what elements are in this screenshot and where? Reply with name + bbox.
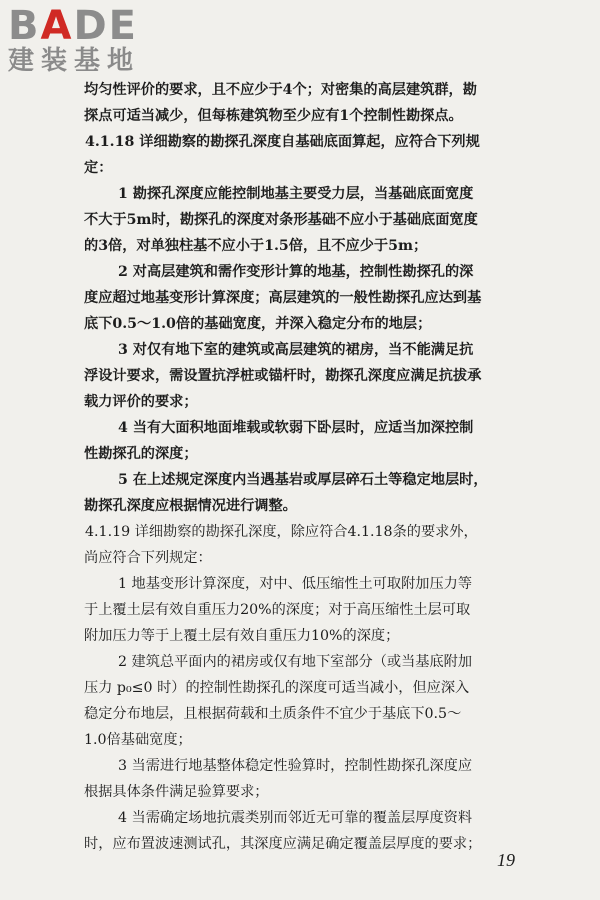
item-line: 4 当需确定场地抗震类别而邻近无可靠的覆盖层厚度资料 [118, 810, 473, 826]
page-number: 19 [497, 850, 515, 870]
text-line: 勘探孔深度应根据情况进行调整。 [84, 498, 297, 514]
text-line: 于上覆土层有效自重压力20%的深度；对于高压缩性土层可取 [84, 602, 471, 618]
text-line: 1.0倍基础宽度； [84, 732, 192, 748]
text-line: 载力评价的要求； [84, 394, 198, 410]
item-line: 4 当有大面积地面堆载或软弱下卧层时，应适当加深控制 [118, 420, 474, 436]
logo-letter: B [8, 3, 41, 49]
clause-heading: 4.1.19 详细勘察的勘探孔深度，除应符合4.1.18条的要求外， [85, 524, 478, 540]
text-line: 不大于5m时，勘探孔的深度对条形基础不应小于基础底面宽度 [84, 212, 478, 228]
item-line: 1 地基变形计算深度，对中、低压缩性土可取附加压力等 [118, 576, 473, 592]
text-line: 压力 p₀≤0 时）的控制性勘探孔的深度可适当减小，但应深入 [84, 680, 470, 696]
logo-wordmark [8, 4, 140, 48]
logo-chinese: 建装基地 [8, 46, 141, 76]
item-line: 5 在上述规定深度内当遇基岩或厚层碎石土等稳定地层时， [118, 472, 488, 488]
text-line: 尚应符合下列规定： [84, 550, 212, 566]
text-line: 定： [84, 160, 113, 176]
logo-accent-letter: A [40, 3, 74, 49]
text-line: 均匀性评价的要求，且不应少于4个；对密集的高层建筑群，勘 [84, 82, 477, 98]
clause-heading: 4.1.18 详细勘察的勘探孔深度自基础底面算起，应符合下列规 [85, 134, 480, 150]
text-line: 探点可适当减少，但每栋建筑物至少应有1个控制性勘探点。 [84, 108, 463, 124]
text-line: 性勘探孔的深度； [84, 446, 198, 462]
text-line: 浮设计要求，需设置抗浮桩或锚杆时，勘探孔深度应满足抗拔承 [84, 368, 482, 384]
text-line: 度应超过地基变形计算深度；高层建筑的一般性勘探孔应达到基 [84, 290, 482, 306]
bade-logo [8, 4, 140, 76]
text-line: 时，应布置波速测试孔，其深度应满足确定覆盖层厚度的要求； [84, 836, 482, 852]
logo-letters: DE [73, 3, 138, 49]
item-line: 1 勘探孔深度应能控制地基主要受力层，当基础底面宽度 [118, 186, 474, 202]
item-line: 3 对仅有地下室的建筑或高层建筑的裙房，当不能满足抗 [118, 342, 474, 358]
text-line: 附加压力等于上覆土层有效自重压力10%的深度； [84, 628, 400, 644]
item-line: 3 当需进行地基整体稳定性验算时，控制性勘探孔深度应 [118, 758, 473, 774]
item-line: 2 对高层建筑和需作变形计算的地基，控制性勘探孔的深 [118, 264, 474, 280]
text-line: 根据具体条件满足验算要求； [84, 784, 269, 800]
text-line: 稳定分布地层，且根据荷载和土质条件不宜少于基底下0.5～ [84, 706, 462, 722]
text-line: 底下0.5～1.0倍的基础宽度，并深入稳定分布的地层； [84, 316, 432, 332]
item-line: 2 建筑总平面内的裙房或仅有地下室部分（或当基底附加 [118, 654, 473, 670]
text-line: 的3倍，对单独柱基不应小于1.5倍，且不应少于5m； [84, 238, 428, 254]
